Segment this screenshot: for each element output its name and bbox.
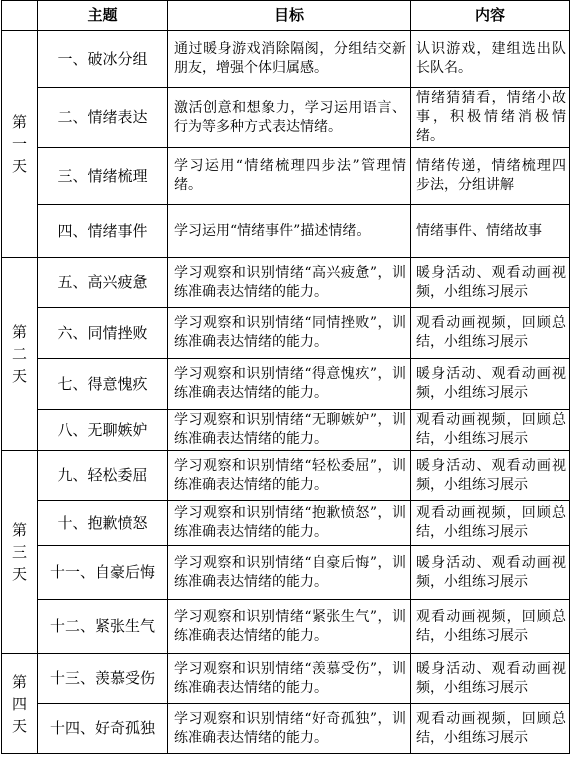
content-cell: 观看动画视频，回顾总结，小组练习展示 <box>411 704 570 754</box>
goal-cell: 学习观察和识别情绪“抱歉愤怒”，训练准确表达情绪的能力。 <box>168 501 411 546</box>
header-topic: 主题 <box>38 1 168 31</box>
content-cell: 观看动画视频，回顾总结，小组练习展示 <box>411 410 570 451</box>
table-row <box>2 31 570 88</box>
topic-cell: 十一、自豪后悔 <box>38 546 168 600</box>
content-cell: 情绪事件、情绪故事 <box>411 205 570 258</box>
table-row <box>2 501 570 546</box>
day-label-1: 第 一 天 <box>2 31 38 258</box>
topic-cell: 四、情绪事件 <box>38 205 168 258</box>
content-cell: 暖身活动、观看动画视频，小组练习展示 <box>411 258 570 308</box>
topic-cell: 五、高兴疲惫 <box>38 258 168 308</box>
topic-cell: 九、轻松委屈 <box>38 451 168 501</box>
topic-cell: 十二、紧张生气 <box>38 600 168 654</box>
goal-cell: 学习观察和识别情绪“同情挫败”，训练准确表达情绪的能力。 <box>168 308 411 359</box>
table-row <box>2 205 570 258</box>
table-row <box>2 88 570 148</box>
topic-cell: 三、情绪梳理 <box>38 148 168 205</box>
content-cell: 观看动画视频，回顾总结，小组练习展示 <box>411 501 570 546</box>
goal-cell: 激活创意和想象力，学习运用语言、行为等多种方式表达情绪。 <box>168 88 411 148</box>
day-label-4: 第 四 天 <box>2 654 38 754</box>
content-cell: 暖身活动、观看动画视频，小组练习展示 <box>411 359 570 410</box>
topic-cell: 八、无聊嫉妒 <box>38 410 168 451</box>
day-label-2: 第 二 天 <box>2 258 38 451</box>
goal-cell: 学习观察和识别情绪“紧张生气”，训练准确表达情绪的能力。 <box>168 600 411 654</box>
topic-cell: 六、同情挫败 <box>38 308 168 359</box>
content-cell: 观看动画视频，回顾总结，小组练习展示 <box>411 308 570 359</box>
table-row <box>2 359 570 410</box>
topic-cell: 七、得意愧疚 <box>38 359 168 410</box>
day-label-3: 第 三 天 <box>2 451 38 654</box>
goal-cell: 学习观察和识别情绪“得意愧疚”，训练准确表达情绪的能力。 <box>168 359 411 410</box>
header-row <box>2 1 570 31</box>
topic-cell: 十三、羡慕受伤 <box>38 654 168 704</box>
goal-cell: 学习观察和识别情绪“高兴疲惫”，训练准确表达情绪的能力。 <box>168 258 411 308</box>
goal-cell: 学习观察和识别情绪“轻松委屈”，训练准确表达情绪的能力。 <box>168 451 411 501</box>
goal-cell: 学习观察和识别情绪“自豪后悔”，训练准确表达情绪的能力。 <box>168 546 411 600</box>
topic-cell: 十、抱歉愤怒 <box>38 501 168 546</box>
content-cell: 观看动画视频，回顾总结，小组练习展示 <box>411 600 570 654</box>
table-row <box>2 546 570 600</box>
header-goal: 目标 <box>168 1 411 31</box>
table-row <box>2 704 570 754</box>
table-row <box>2 600 570 654</box>
topic-cell: 一、破冰分组 <box>38 31 168 88</box>
content-cell: 情绪传递，情绪梳理四步法，分组讲解 <box>411 148 570 205</box>
header-content: 内容 <box>411 1 570 31</box>
content-cell: 暖身活动、观看动画视频，小组练习展示 <box>411 546 570 600</box>
goal-cell: 学习观察和识别情绪“羡慕受伤”，训练准确表达情绪的能力。 <box>168 654 411 704</box>
goal-cell: 学习观察和识别情绪“好奇孤独”，训练准确表达情绪的能力。 <box>168 704 411 754</box>
content-cell: 暖身活动、观看动画视频，小组练习展示 <box>411 654 570 704</box>
table-row <box>2 451 570 501</box>
goal-cell: 学习运用“情绪事件”描述情绪。 <box>168 205 411 258</box>
table-row <box>2 308 570 359</box>
topic-cell: 二、情绪表达 <box>38 88 168 148</box>
table-row <box>2 654 570 704</box>
table-row <box>2 258 570 308</box>
content-cell: 认识游戏，建组选出队长队名。 <box>411 31 570 88</box>
table-row <box>2 410 570 451</box>
table-row <box>2 148 570 205</box>
schedule-table <box>1 0 570 754</box>
goal-cell: 通过暖身游戏消除隔阂，分组结交新朋友，增强个体归属感。 <box>168 31 411 88</box>
content-cell: 情绪猜猜看，情绪小故事，积极情绪消极情绪。 <box>411 88 570 148</box>
goal-cell: 学习观察和识别情绪“无聊嫉妒”，训练准确表达情绪的能力。 <box>168 410 411 451</box>
content-cell: 暖身活动、观看动画视频，小组练习展示 <box>411 451 570 501</box>
header-day <box>2 1 38 31</box>
topic-cell: 十四、好奇孤独 <box>38 704 168 754</box>
goal-cell: 学习运用“情绪梳理四步法”管理情绪。 <box>168 148 411 205</box>
